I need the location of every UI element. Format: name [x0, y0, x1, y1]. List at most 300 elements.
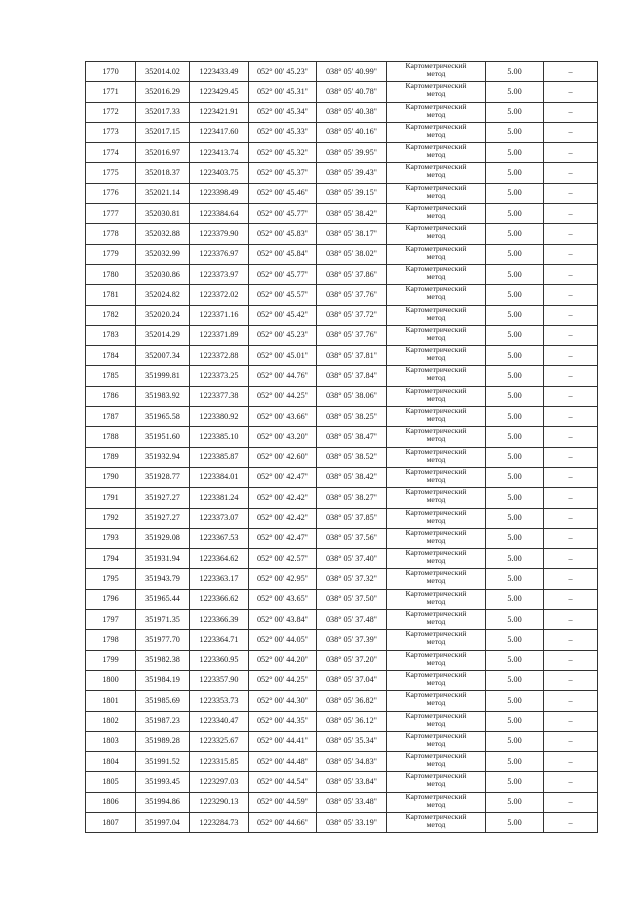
point-number-cell: 1784: [86, 346, 136, 366]
accuracy-cell: 5.00: [486, 427, 544, 447]
latitude-cell: 052° 00' 45.77": [249, 264, 317, 284]
table-row: [86, 589, 598, 609]
latitude-cell: 052° 00' 45.42": [249, 305, 317, 325]
method-cell: [387, 163, 486, 183]
y-coordinate-cell: 1223340.47: [190, 711, 249, 731]
method-line-2: метод: [426, 332, 446, 342]
y-coordinate-cell: 1223398.49: [190, 183, 249, 203]
accuracy-cell: 5.00: [486, 447, 544, 467]
method-line-1: Картометрический: [405, 487, 467, 497]
latitude-cell: 052° 00' 44.05": [249, 630, 317, 650]
latitude-cell: 052° 00' 44.66": [249, 812, 317, 832]
longitude-cell: 038° 05' 37.76": [317, 325, 387, 345]
x-coordinate-cell: 351977.70: [136, 630, 190, 650]
longitude-cell: 038° 05' 39.95": [317, 143, 387, 163]
table-row: [86, 325, 598, 345]
accuracy-cell: 5.00: [486, 508, 544, 528]
method-line-2: метод: [426, 190, 446, 200]
y-coordinate-cell: 1223379.90: [190, 224, 249, 244]
method-line-2: метод: [426, 150, 446, 160]
table-row: [86, 447, 598, 467]
method-cell: [387, 731, 486, 751]
latitude-cell: 052° 00' 44.20": [249, 650, 317, 670]
point-number-cell: 1773: [86, 122, 136, 142]
method-line-1: Картометрический: [405, 528, 467, 537]
latitude-cell: 052° 00' 44.41": [249, 731, 317, 751]
longitude-cell: 038° 05' 38.06": [317, 386, 387, 406]
longitude-cell: 038° 05' 37.04": [317, 670, 387, 690]
note-cell: –: [544, 691, 598, 711]
table-row: [86, 204, 598, 224]
note-cell: –: [544, 427, 598, 447]
x-coordinate-cell: 351983.92: [136, 386, 190, 406]
x-coordinate-cell: 351931.94: [136, 549, 190, 569]
method-line-1: Картометрический: [405, 731, 467, 740]
note-cell: –: [544, 62, 598, 82]
method-cell: [387, 711, 486, 731]
x-coordinate-cell: 351927.27: [136, 508, 190, 528]
x-coordinate-cell: 351943.79: [136, 569, 190, 589]
latitude-cell: 052° 00' 45.31": [249, 82, 317, 102]
method-cell: [387, 285, 486, 305]
note-cell: –: [544, 163, 598, 183]
method-line-2: метод: [426, 799, 446, 809]
table-row: [86, 711, 598, 731]
longitude-cell: 038° 05' 40.38": [317, 102, 387, 122]
longitude-cell: 038° 05' 40.99": [317, 62, 387, 82]
method-line-2: метод: [426, 312, 446, 322]
method-line-2: метод: [426, 596, 446, 606]
table-row: [86, 467, 598, 487]
y-coordinate-cell: 1223364.62: [190, 549, 249, 569]
note-cell: –: [544, 447, 598, 467]
longitude-cell: 038° 05' 34.83": [317, 752, 387, 772]
accuracy-cell: 5.00: [486, 407, 544, 427]
longitude-cell: 038° 05' 38.02": [317, 244, 387, 264]
method-cell: [387, 670, 486, 690]
table-row: [86, 244, 598, 264]
table-row: [86, 549, 598, 569]
table-row: [86, 285, 598, 305]
y-coordinate-cell: 1223433.49: [190, 62, 249, 82]
method-cell: [387, 62, 486, 82]
point-number-cell: 1805: [86, 772, 136, 792]
method-line-2: метод: [426, 576, 446, 586]
method-line-2: метод: [426, 211, 446, 221]
x-coordinate-cell: 351987.23: [136, 711, 190, 731]
point-number-cell: 1781: [86, 285, 136, 305]
longitude-cell: 038° 05' 37.40": [317, 549, 387, 569]
method-line-1: Картометрический: [405, 589, 467, 598]
y-coordinate-cell: 1223372.88: [190, 346, 249, 366]
accuracy-cell: 5.00: [486, 346, 544, 366]
table-row: [86, 305, 598, 325]
accuracy-cell: 5.00: [486, 792, 544, 812]
point-number-cell: 1772: [86, 102, 136, 122]
note-cell: –: [544, 204, 598, 224]
latitude-cell: 052° 00' 44.35": [249, 711, 317, 731]
accuracy-cell: 5.00: [486, 224, 544, 244]
method-line-2: метод: [426, 474, 446, 484]
point-number-cell: 1807: [86, 812, 136, 832]
y-coordinate-cell: 1223413.74: [190, 143, 249, 163]
accuracy-cell: 5.00: [486, 122, 544, 142]
table-row: [86, 264, 598, 284]
table-row: [86, 630, 598, 650]
x-coordinate-cell: 352018.37: [136, 163, 190, 183]
longitude-cell: 038° 05' 33.48": [317, 792, 387, 812]
note-cell: –: [544, 386, 598, 406]
note-cell: –: [544, 508, 598, 528]
method-line-2: метод: [426, 515, 446, 525]
note-cell: –: [544, 731, 598, 751]
y-coordinate-cell: 1223367.53: [190, 528, 249, 548]
y-coordinate-cell: 1223363.17: [190, 569, 249, 589]
latitude-cell: 052° 00' 42.47": [249, 528, 317, 548]
accuracy-cell: 5.00: [486, 549, 544, 569]
method-line-2: метод: [426, 698, 446, 708]
point-number-cell: 1788: [86, 427, 136, 447]
method-line-1: Картометрический: [405, 183, 467, 192]
latitude-cell: 052° 00' 44.54": [249, 772, 317, 792]
point-number-cell: 1771: [86, 82, 136, 102]
table-row: [86, 610, 598, 630]
method-line-1: Картометрический: [405, 142, 467, 152]
method-line-1: Картометрический: [405, 812, 467, 821]
accuracy-cell: 5.00: [486, 610, 544, 630]
longitude-cell: 038° 05' 37.50": [317, 589, 387, 609]
note-cell: –: [544, 285, 598, 305]
method-line-1: Картометрический: [405, 244, 467, 253]
y-coordinate-cell: 1223384.64: [190, 204, 249, 224]
x-coordinate-cell: 352016.97: [136, 143, 190, 163]
method-line-2: метод: [426, 434, 446, 444]
y-coordinate-cell: 1223353.73: [190, 691, 249, 711]
y-coordinate-cell: 1223384.01: [190, 467, 249, 487]
table-row: [86, 122, 598, 142]
method-cell: [387, 427, 486, 447]
table-row: [86, 691, 598, 711]
table-row: [86, 346, 598, 366]
x-coordinate-cell: 352030.81: [136, 204, 190, 224]
latitude-cell: 052° 00' 43.65": [249, 589, 317, 609]
table-row: [86, 670, 598, 690]
method-cell: [387, 447, 486, 467]
table-row: [86, 528, 598, 548]
x-coordinate-cell: 351989.28: [136, 731, 190, 751]
accuracy-cell: 5.00: [486, 691, 544, 711]
latitude-cell: 052° 00' 42.47": [249, 467, 317, 487]
method-cell: [387, 244, 486, 264]
x-coordinate-cell: 351927.27: [136, 488, 190, 508]
longitude-cell: 038° 05' 39.43": [317, 163, 387, 183]
x-coordinate-cell: 351965.58: [136, 407, 190, 427]
x-coordinate-cell: 352014.29: [136, 325, 190, 345]
method-cell: [387, 488, 486, 508]
point-number-cell: 1783: [86, 325, 136, 345]
latitude-cell: 052° 00' 43.20": [249, 427, 317, 447]
coordinates-table: [85, 61, 598, 833]
latitude-cell: 052° 00' 45.37": [249, 163, 317, 183]
x-coordinate-cell: 351991.52: [136, 752, 190, 772]
accuracy-cell: 5.00: [486, 467, 544, 487]
method-line-1: Картометрический: [405, 102, 467, 111]
table-row: [86, 386, 598, 406]
y-coordinate-cell: 1223373.25: [190, 366, 249, 386]
method-line-2: метод: [426, 414, 446, 424]
accuracy-cell: 5.00: [486, 264, 544, 284]
x-coordinate-cell: 352014.02: [136, 62, 190, 82]
latitude-cell: 052° 00' 44.48": [249, 752, 317, 772]
latitude-cell: 052° 00' 42.95": [249, 569, 317, 589]
x-coordinate-cell: 352021.14: [136, 183, 190, 203]
method-cell: [387, 305, 486, 325]
latitude-cell: 052° 00' 45.33": [249, 122, 317, 142]
y-coordinate-cell: 1223315.85: [190, 752, 249, 772]
table-row: [86, 143, 598, 163]
method-line-2: метод: [426, 89, 446, 99]
table-row: [86, 812, 598, 832]
note-cell: –: [544, 650, 598, 670]
method-line-2: метод: [426, 677, 446, 687]
point-number-cell: 1793: [86, 528, 136, 548]
longitude-cell: 038° 05' 37.72": [317, 305, 387, 325]
note-cell: –: [544, 711, 598, 731]
x-coordinate-cell: 352016.29: [136, 82, 190, 102]
latitude-cell: 052° 00' 44.59": [249, 792, 317, 812]
note-cell: –: [544, 102, 598, 122]
method-line-2: метод: [426, 556, 446, 566]
x-coordinate-cell: 352017.15: [136, 122, 190, 142]
y-coordinate-cell: 1223297.03: [190, 772, 249, 792]
point-number-cell: 1795: [86, 569, 136, 589]
method-line-1: Картометрический: [405, 61, 467, 70]
longitude-cell: 038° 05' 38.25": [317, 407, 387, 427]
latitude-cell: 052° 00' 42.60": [249, 447, 317, 467]
accuracy-cell: 5.00: [486, 670, 544, 690]
table-row: [86, 82, 598, 102]
note-cell: –: [544, 366, 598, 386]
table-row: [86, 224, 598, 244]
point-number-cell: 1779: [86, 244, 136, 264]
method-line-2: метод: [426, 718, 446, 728]
table-row: [86, 792, 598, 812]
method-line-2: метод: [426, 170, 446, 180]
method-line-1: Картометрический: [405, 609, 467, 619]
latitude-cell: 052° 00' 45.84": [249, 244, 317, 264]
latitude-cell: 052° 00' 42.42": [249, 488, 317, 508]
accuracy-cell: 5.00: [486, 102, 544, 122]
accuracy-cell: 5.00: [486, 285, 544, 305]
method-cell: [387, 224, 486, 244]
point-number-cell: 1775: [86, 163, 136, 183]
method-line-1: Картометрический: [405, 305, 467, 314]
accuracy-cell: 5.00: [486, 772, 544, 792]
method-cell: [387, 610, 486, 630]
longitude-cell: 038° 05' 38.52": [317, 447, 387, 467]
table-row: [86, 752, 598, 772]
point-number-cell: 1778: [86, 224, 136, 244]
accuracy-cell: 5.00: [486, 630, 544, 650]
longitude-cell: 038° 05' 37.39": [317, 630, 387, 650]
note-cell: –: [544, 752, 598, 772]
x-coordinate-cell: 352024.82: [136, 285, 190, 305]
y-coordinate-cell: 1223377.38: [190, 386, 249, 406]
method-line-2: метод: [426, 779, 446, 789]
point-number-cell: 1777: [86, 204, 136, 224]
note-cell: –: [544, 549, 598, 569]
x-coordinate-cell: 351994.86: [136, 792, 190, 812]
longitude-cell: 038° 05' 37.76": [317, 285, 387, 305]
point-number-cell: 1776: [86, 183, 136, 203]
longitude-cell: 038° 05' 37.48": [317, 610, 387, 630]
accuracy-cell: 5.00: [486, 305, 544, 325]
method-cell: [387, 812, 486, 832]
method-line-2: метод: [426, 495, 446, 505]
latitude-cell: 052° 00' 45.32": [249, 143, 317, 163]
method-cell: [387, 772, 486, 792]
longitude-cell: 038° 05' 37.85": [317, 508, 387, 528]
note-cell: –: [544, 82, 598, 102]
method-cell: [387, 508, 486, 528]
method-line-2: метод: [426, 617, 446, 627]
note-cell: –: [544, 792, 598, 812]
method-line-1: Картометрический: [405, 162, 467, 172]
note-cell: –: [544, 244, 598, 264]
method-line-1: Картометрический: [405, 345, 467, 355]
y-coordinate-cell: 1223290.13: [190, 792, 249, 812]
x-coordinate-cell: 352007.34: [136, 346, 190, 366]
method-line-2: метод: [426, 759, 446, 769]
table-row: [86, 427, 598, 447]
y-coordinate-cell: 1223385.10: [190, 427, 249, 447]
y-coordinate-cell: 1223381.24: [190, 488, 249, 508]
latitude-cell: 052° 00' 45.34": [249, 102, 317, 122]
method-line-1: Картометрический: [405, 711, 467, 720]
note-cell: –: [544, 670, 598, 690]
point-number-cell: 1782: [86, 305, 136, 325]
table-row: [86, 163, 598, 183]
note-cell: –: [544, 610, 598, 630]
accuracy-cell: 5.00: [486, 386, 544, 406]
y-coordinate-cell: 1223421.91: [190, 102, 249, 122]
x-coordinate-cell: 351965.44: [136, 589, 190, 609]
note-cell: –: [544, 630, 598, 650]
y-coordinate-cell: 1223429.45: [190, 82, 249, 102]
y-coordinate-cell: 1223373.97: [190, 264, 249, 284]
x-coordinate-cell: 352020.24: [136, 305, 190, 325]
table-row: [86, 407, 598, 427]
x-coordinate-cell: 351984.19: [136, 670, 190, 690]
accuracy-cell: 5.00: [486, 143, 544, 163]
method-line-1: Картометрический: [405, 284, 467, 294]
latitude-cell: 052° 00' 43.84": [249, 610, 317, 630]
accuracy-cell: 5.00: [486, 366, 544, 386]
accuracy-cell: 5.00: [486, 711, 544, 731]
method-cell: [387, 752, 486, 772]
accuracy-cell: 5.00: [486, 752, 544, 772]
note-cell: –: [544, 772, 598, 792]
point-number-cell: 1787: [86, 407, 136, 427]
latitude-cell: 052° 00' 45.46": [249, 183, 317, 203]
y-coordinate-cell: 1223371.89: [190, 325, 249, 345]
method-cell: [387, 204, 486, 224]
longitude-cell: 038° 05' 35.34": [317, 731, 387, 751]
y-coordinate-cell: 1223360.95: [190, 650, 249, 670]
note-cell: –: [544, 346, 598, 366]
method-cell: [387, 528, 486, 548]
y-coordinate-cell: 1223357.90: [190, 670, 249, 690]
method-line-1: Картометрический: [405, 792, 467, 801]
point-number-cell: 1774: [86, 143, 136, 163]
note-cell: –: [544, 467, 598, 487]
method-cell: [387, 82, 486, 102]
longitude-cell: 038° 05' 37.84": [317, 366, 387, 386]
y-coordinate-cell: 1223380.92: [190, 407, 249, 427]
coordinates-table-body: [86, 62, 598, 833]
longitude-cell: 038° 05' 37.86": [317, 264, 387, 284]
note-cell: –: [544, 122, 598, 142]
accuracy-cell: 5.00: [486, 62, 544, 82]
table-row: [86, 731, 598, 751]
latitude-cell: 052° 00' 44.76": [249, 366, 317, 386]
y-coordinate-cell: 1223385.87: [190, 447, 249, 467]
method-cell: [387, 183, 486, 203]
method-line-1: Картометрический: [405, 223, 467, 233]
latitude-cell: 052° 00' 44.25": [249, 670, 317, 690]
method-line-1: Картометрический: [405, 406, 467, 416]
x-coordinate-cell: 351999.81: [136, 366, 190, 386]
method-cell: [387, 569, 486, 589]
method-line-2: метод: [426, 292, 446, 302]
method-line-2: метод: [426, 535, 446, 545]
method-line-2: метод: [426, 657, 446, 667]
accuracy-cell: 5.00: [486, 650, 544, 670]
method-cell: [387, 650, 486, 670]
x-coordinate-cell: 351929.08: [136, 528, 190, 548]
note-cell: –: [544, 589, 598, 609]
point-number-cell: 1791: [86, 488, 136, 508]
latitude-cell: 052° 00' 45.77": [249, 204, 317, 224]
latitude-cell: 052° 00' 42.42": [249, 508, 317, 528]
method-cell: [387, 143, 486, 163]
point-number-cell: 1802: [86, 711, 136, 731]
latitude-cell: 052° 00' 43.66": [249, 407, 317, 427]
latitude-cell: 052° 00' 44.25": [249, 386, 317, 406]
accuracy-cell: 5.00: [486, 488, 544, 508]
longitude-cell: 038° 05' 40.78": [317, 82, 387, 102]
method-cell: [387, 630, 486, 650]
y-coordinate-cell: 1223366.39: [190, 610, 249, 630]
accuracy-cell: 5.00: [486, 183, 544, 203]
point-number-cell: 1770: [86, 62, 136, 82]
x-coordinate-cell: 351951.60: [136, 427, 190, 447]
y-coordinate-cell: 1223284.73: [190, 812, 249, 832]
y-coordinate-cell: 1223372.02: [190, 285, 249, 305]
x-coordinate-cell: 351997.04: [136, 812, 190, 832]
method-cell: [387, 366, 486, 386]
method-cell: [387, 386, 486, 406]
accuracy-cell: 5.00: [486, 731, 544, 751]
method-line-2: метод: [426, 251, 446, 261]
method-line-1: Картометрический: [405, 548, 467, 558]
x-coordinate-cell: 351928.77: [136, 467, 190, 487]
longitude-cell: 038° 05' 38.27": [317, 488, 387, 508]
method-cell: [387, 346, 486, 366]
table-row: [86, 508, 598, 528]
method-cell: [387, 407, 486, 427]
method-cell: [387, 122, 486, 142]
